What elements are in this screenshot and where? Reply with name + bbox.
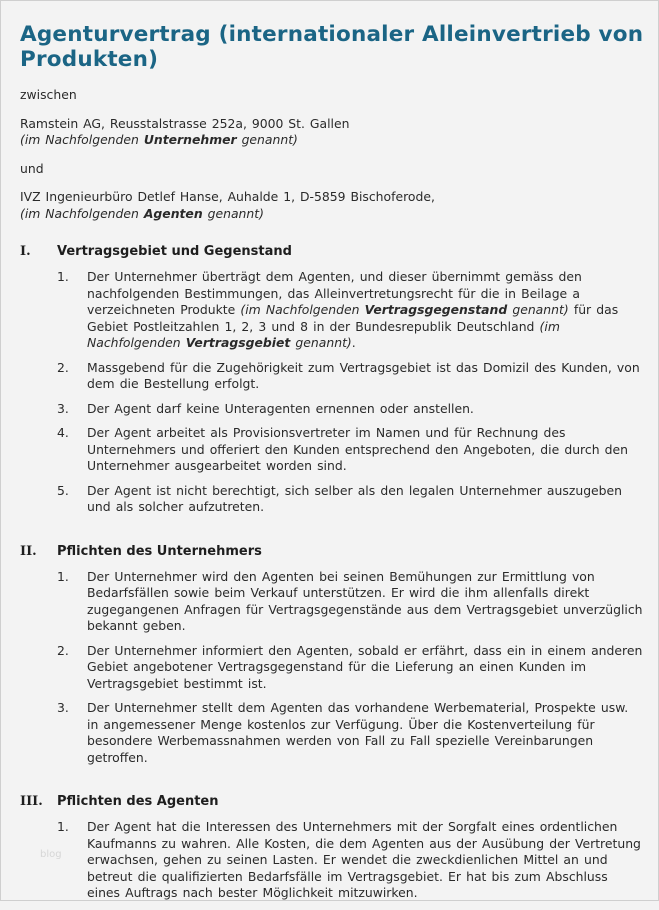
between-label: zwischen [20,87,77,102]
italic-text: (im Nachfolgenden [87,318,560,350]
list-item [57,401,645,418]
item-text [87,569,643,635]
text-segment: für das Gebiet Postleitzahlen 1, 2, 3 und 8 in der Bundesrepublik Deutschland [87,302,619,334]
watermark: blog [40,849,62,860]
italic-text: genannt) [236,132,298,147]
section-title: Pflichten des Unternehmers [57,543,262,559]
list-item [57,425,645,475]
item-number: 4. [57,425,69,440]
document [20,22,645,910]
item-text [87,360,643,393]
text-segment: Der Unternehmer stellt dem Agenten das vorhandene Werbematerial, Prospekte usw. in angemessener Menge kostenlos zur Verfügung. Über die Kostenverteilung für besondere Werbemassnahmen werden von Fall zu Fall spezielle Vereinbarungen getroffen. [87,700,629,765]
item-text [87,401,643,418]
italic-text: (im Nachfolgenden [20,132,144,147]
section-title: Pflichten des Agenten [57,794,219,809]
item-number: 1. [57,269,69,284]
defined-term: Vertragsgebiet [185,335,291,350]
section-2 [20,544,645,767]
section-heading [20,794,645,810]
text-segment: Der Unternehmer überträgt dem Agenten, und dieser übernimmt gemäss den nachfolgenden Bestimmungen, das Alleinvertretungsrecht für die in Beilage a verzeichneten Produkte [87,269,582,317]
party-2-address: IVZ Ingenieurbüro Detlef Hanse, Auhalde 1, D-5859 Bischoferode, [20,189,435,204]
party-2-note [20,206,645,223]
section-heading [20,544,645,560]
defined-term: Agenten [143,205,203,221]
text-segment: Der Agent hat die Interessen des Unternehmers mit der Sorgfalt eines ordentlichen Kaufmanns zu wahren. Alle Kosten, die dem Agenten aus der Ausübung der Vertretung erwachsen, gehen zu seinen Lasten. Er wendet die zweckdienlichen Mittel an und betreut die qualifizierten Bedarfsfälle im Vertragsgebiet. Er hat bis zum Abschluss eines Auftrags nach bester Möglichkeit mitzuwirken. [87,819,641,900]
list-item [57,360,645,393]
section-heading [20,244,645,260]
section-1 [20,244,645,516]
item-text [87,425,643,475]
list-item [57,483,645,516]
list-item [57,643,645,693]
item-text [87,819,643,902]
section-number: III. [20,794,43,809]
and-label: und [20,160,44,176]
item-number: 5. [57,482,69,498]
item-text [87,483,643,516]
italic-text: (im Nachfolgenden [240,302,365,317]
defined-term: Vertragsgegenstand [364,302,508,317]
section-number: I. [20,244,31,259]
text-segment: Massgebend für die Zugehörigkeit zum Vertragsgebiet ist das Domizil des Kunden, von dem die Bestellung erfolgt. [87,359,640,391]
party-1-address: Ramstein AG, Reusstalstrasse 252a, 9000 St. Gallen [20,115,350,131]
text-segment: Der Agent darf keine Unteragenten ernennen oder anstellen. [87,400,474,416]
document-title: Agenturvertrag (internationaler Alleinvertrieb von Produkten) [20,22,644,72]
text-segment: Der Agent ist nicht berechtigt, sich selber als den legalen Unternehmer auszugeben und als solcher aufzutreten. [87,482,623,514]
party-1-note [20,132,645,149]
list-item [57,819,645,902]
italic-text: genannt) [290,335,352,350]
item-text [87,269,643,352]
item-number: 3. [57,700,69,715]
italic-text: genannt) [202,205,264,221]
defined-term: Unternehmer [143,132,237,147]
list-item [57,269,645,352]
item-text [87,643,643,693]
item-number: 1. [57,568,69,584]
italic-text: genannt) [507,302,569,317]
section-number: II. [20,543,37,559]
section-title: Vertragsgebiet und Gegenstand [57,244,292,259]
item-number: 2. [57,642,69,658]
list-item [57,700,645,766]
text-segment: Der Unternehmer informiert den Agenten, sobald er erfährt, dass ein in einem anderen Gebiet angebotener Vertragsgegenstand für die Lieferung an einen Kunden im Vertragsgebiet bestimmt ist. [87,642,643,691]
section-3 [20,794,645,902]
text-segment: Der Agent arbeitet als Provisionsvertreter im Namen und für Rechnung des Unternehmers und offeriert den Kunden entsprechend den Angeboten, die durch den Unternehmer ausgearbeitet worden sind. [87,425,629,473]
sections [20,244,645,902]
text-segment: Der Unternehmer wird den Agenten bei seinen Bemühungen zur Ermittlung von Bedarfsfällen sowie beim Verkauf unterstützen. Er wird die ihm allenfalls direkt zugegangenen Anfragen für Vertragsgegenstände aus dem Vertragsgebiet unverzüglich bekannt geben. [87,568,643,633]
italic-text: (im Nachfolgenden [20,205,144,221]
list-item [57,569,645,635]
text-segment: . [351,335,356,350]
item-number: 1. [57,819,69,834]
item-number: 2. [57,359,69,375]
item-text [87,700,643,766]
item-number: 3. [57,400,69,416]
